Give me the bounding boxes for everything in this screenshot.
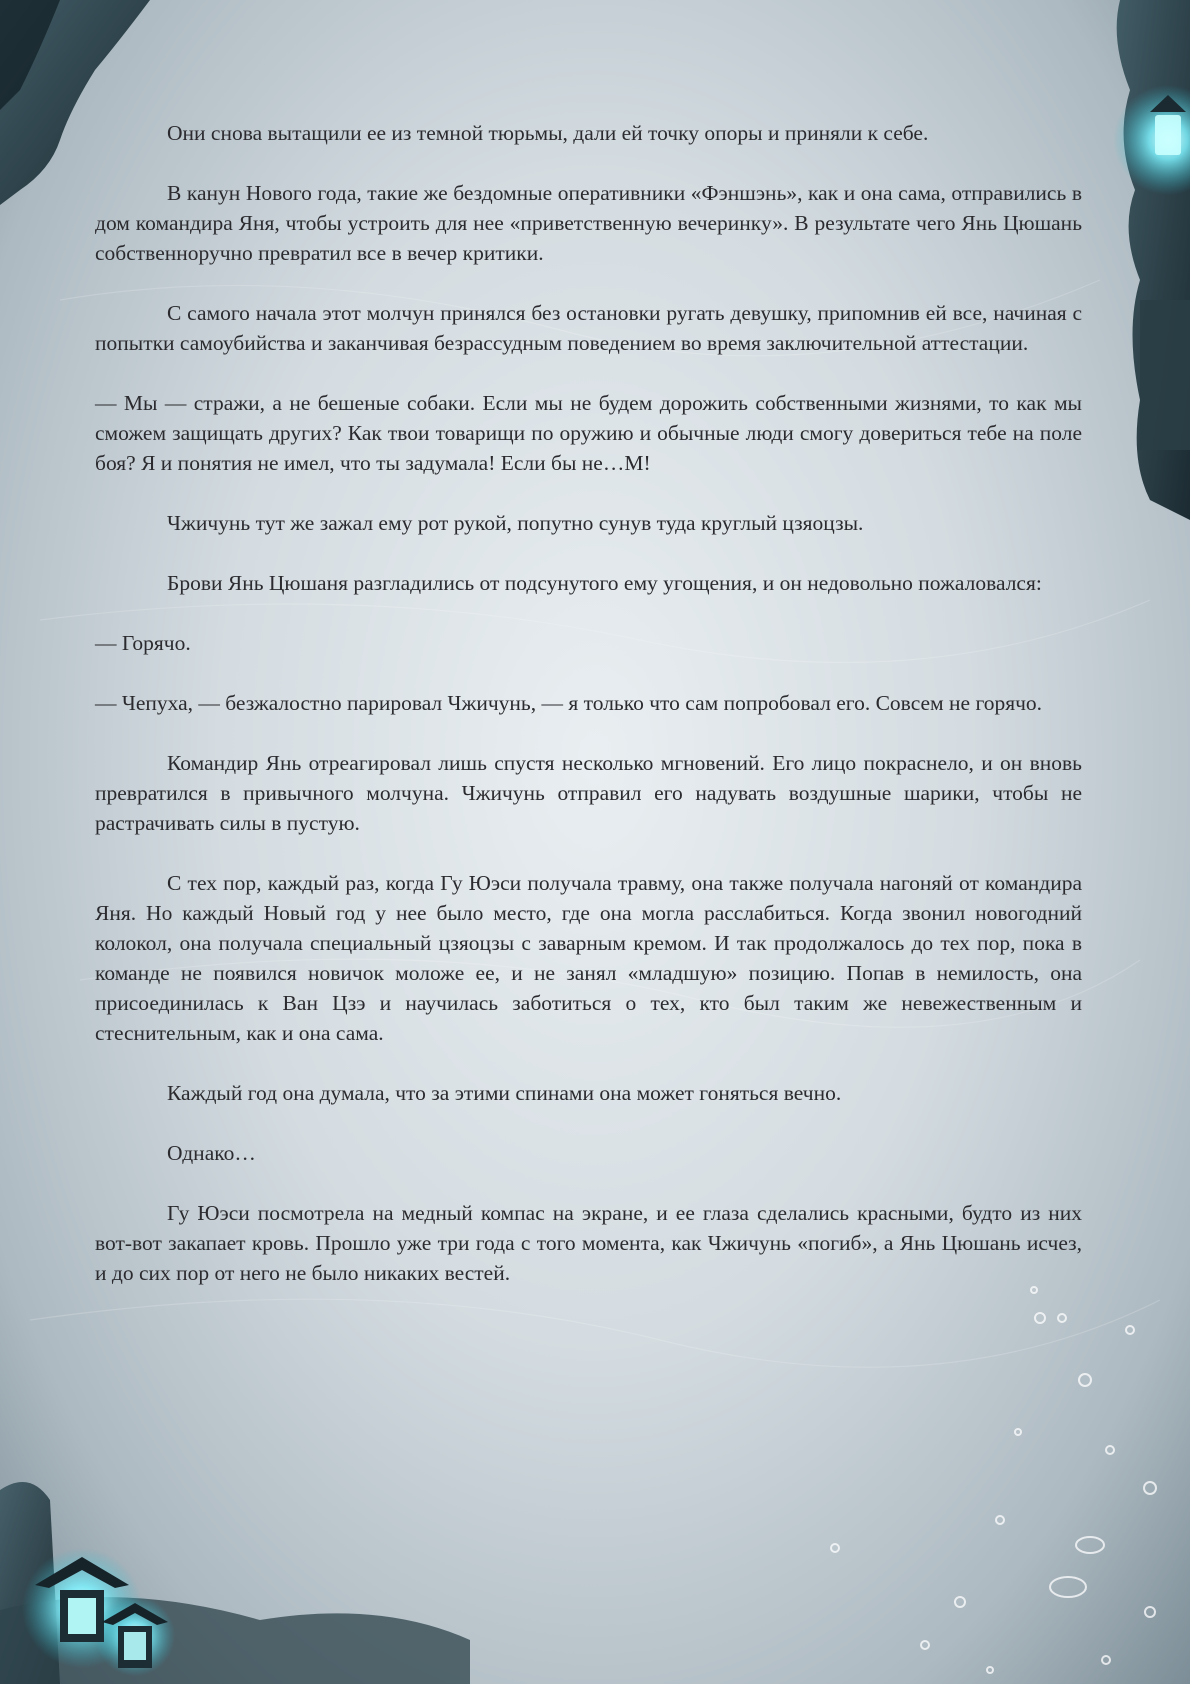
paragraph: Каждый год она думала, что за этими спинами она может гоняться вечно. <box>167 1081 842 1105</box>
paragraph: Они снова вытащили ее из темной тюрьмы, дали ей точку опоры и приняли к себе. <box>167 121 929 145</box>
paragraph: В канун Нового года, такие же бездомные оперативники «Фэншэнь», как и она сама, отправились в дом командира Яня, чтобы устроить для нее «приветственную вечеринку». В результате чего Янь Цюшань собственноручно превратил все в вечер критики. <box>95 181 1082 265</box>
dialog-paragraph: — Мы — стражи, а не бешеные собаки. Если мы не будем дорожить собственными жизнями, то как мы сможем защищать других? Как твои товарищи по оружию и обычные люди смогу довериться тебе на поле боя? Я и понятия не имел, что ты задумала! Если бы не…М! <box>95 391 1082 475</box>
paragraph: Чжичунь тут же зажал ему рот рукой, попутно сунув туда круглый цзяоцзы. <box>167 511 864 535</box>
paragraph: С тех пор, каждый раз, когда Гу Юэси получала травму, она также получала нагоняй от командира Яня. Но каждый Новый год у нее было место, где она могла расслабиться. Когда звонил новогодний колокол, она получала специальный цзяоцзы с заварным кремом. И так продолжалось до тех пор, пока в команде не появился новичок моложе ее, и не занял «младшую» позицию. Попав в немилость, она присоединилась к Ван Цзэ и научилась заботиться о тех, кто был таким же невежественным и стеснительным, как и она сама. <box>95 871 1082 1045</box>
paragraph: Брови Янь Цюшаня разгладились от подсунутого ему угощения, и он недовольно пожаловался: <box>167 571 1042 595</box>
paragraph: Командир Янь отреагировал лишь спустя несколько мгновений. Его лицо покраснело, и он вновь превратился в привычного молчуна. Чжичунь отправил его надувать воздушные шарики, чтобы не растрачивать силы в пустую. <box>95 751 1082 835</box>
glowing-lantern-tower-icon <box>1113 0 1190 520</box>
water-bubbles-icon <box>831 1287 1156 1673</box>
dialog-paragraph: — Чепуха, — безжалостно парировал Чжичунь, — я только что сам попробовал его. Совсем не горячо. <box>95 691 1043 715</box>
paragraph: С самого начала этот молчун принялся без остановки ругать девушку, припомнив ей все, начиная с попытки самоубийства и заканчивая безрассудным поведением во время заключительной аттестации. <box>95 301 1082 355</box>
dialog-paragraph: — Горячо. <box>95 631 191 655</box>
paragraph: Однако… <box>167 1141 256 1165</box>
document-body <box>95 118 1082 1318</box>
paragraph: Гу Юэси посмотрела на медный компас на экране, и ее глаза сделались красными, будто из них вот-вот закапает кровь. Прошло уже три года с того момента, как Чжичунь «погиб», а Янь Цюшань исчез, и до сих пор от него не было никаких вестей. <box>95 1201 1082 1285</box>
